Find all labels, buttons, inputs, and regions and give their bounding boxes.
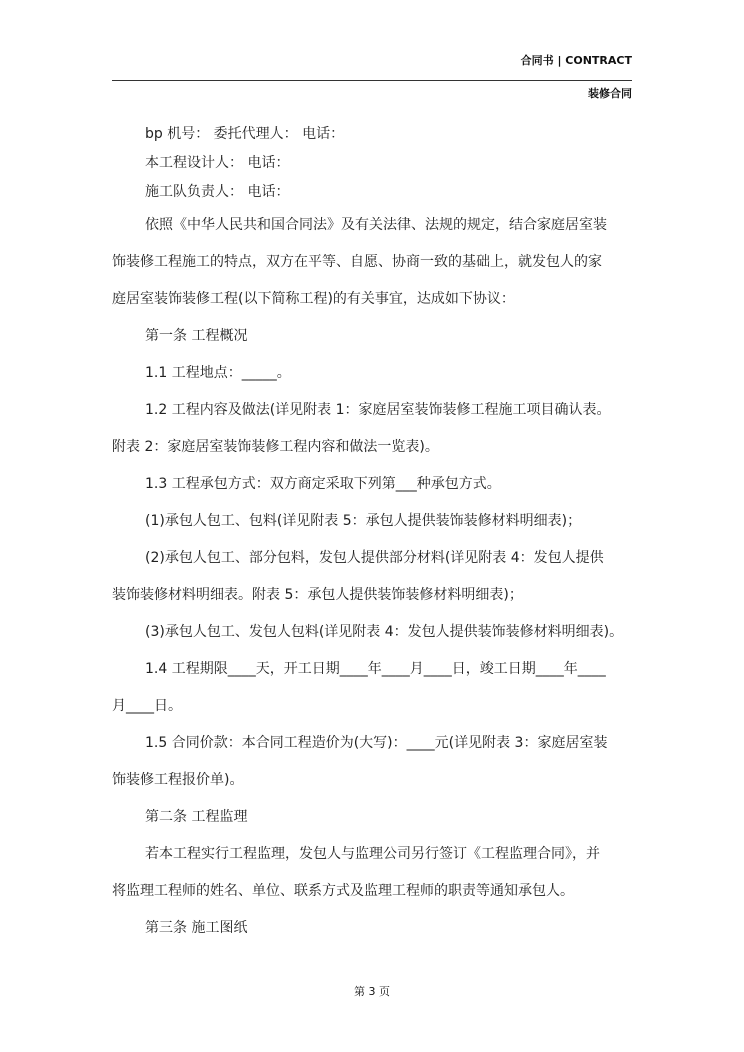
paragraph-line: 饰装修工程施工的特点，双方在平等、自愿、协商一致的基础上，就发包人的家	[112, 254, 602, 270]
paragraph-line: 附表 2：家庭居室装饰装修工程内容和做法一览表)。	[112, 439, 439, 455]
paragraph-line: (3)承包人包工、发包人包料(详见附表 4：发包人提供装饰装修材料明细表)。	[145, 624, 624, 640]
paragraph-line: bp 机号： 委托代理人： 电话：	[145, 126, 345, 142]
paragraph-line: 月____日。	[112, 698, 182, 714]
header-divider	[112, 80, 632, 81]
paragraph-line: 装饰装修材料明细表。附表 5：承包人提供装饰装修材料明细表)；	[112, 587, 523, 603]
page-number: 第 3 页	[354, 985, 390, 998]
paragraph-line: 1.4 工程期限____天，开工日期____年____月____日，竣工日期____年____	[145, 661, 606, 677]
paragraph-line: (2)承包人包工、部分包料，发包人提供部分材料(详见附表 4：发包人提供	[145, 550, 604, 566]
paragraph-line: 若本工程实行工程监理，发包人与监理公司另行签订《工程监理合同》，并	[145, 846, 600, 862]
paragraph-line: 饰装修工程报价单)。	[112, 772, 244, 788]
paragraph-line: 1.3 工程承包方式：双方商定采取下列第___种承包方式。	[145, 476, 501, 492]
paragraph-line: 1.5 合同价款：本合同工程造价为(大写)：____元(详见附表 3：家庭居室装	[145, 735, 608, 751]
header-title: 合同书 | CONTRACT	[520, 54, 632, 67]
paragraph-line: 庭居室装饰装修工程(以下简称工程)的有关事宜，达成如下协议：	[112, 291, 515, 307]
header-subtitle: 装修合同	[588, 87, 632, 100]
section-heading: 第二条 工程监理	[145, 809, 248, 825]
paragraph-line: 依照《中华人民共和国合同法》及有关法律、法规的规定，结合家庭居室装	[145, 217, 607, 233]
paragraph-line: 本工程设计人： 电话：	[145, 155, 290, 171]
paragraph-line: 1.1 工程地点：_____。	[145, 365, 291, 381]
document-body	[112, 120, 642, 947]
section-heading: 第一条 工程概况	[145, 328, 248, 344]
section-heading: 第三条 施工图纸	[145, 920, 248, 936]
paragraph-line: (1)承包人包工、包料(详见附表 5：承包人提供装饰装修材料明细表)；	[145, 513, 582, 529]
paragraph-line: 施工队负责人： 电话：	[145, 184, 290, 200]
paragraph-line: 1.2 工程内容及做法(详见附表 1：家庭居室装饰装修工程施工项目确认表。	[145, 402, 611, 418]
paragraph-line: 将监理工程师的姓名、单位、联系方式及监理工程师的职责等通知承包人。	[112, 883, 574, 899]
